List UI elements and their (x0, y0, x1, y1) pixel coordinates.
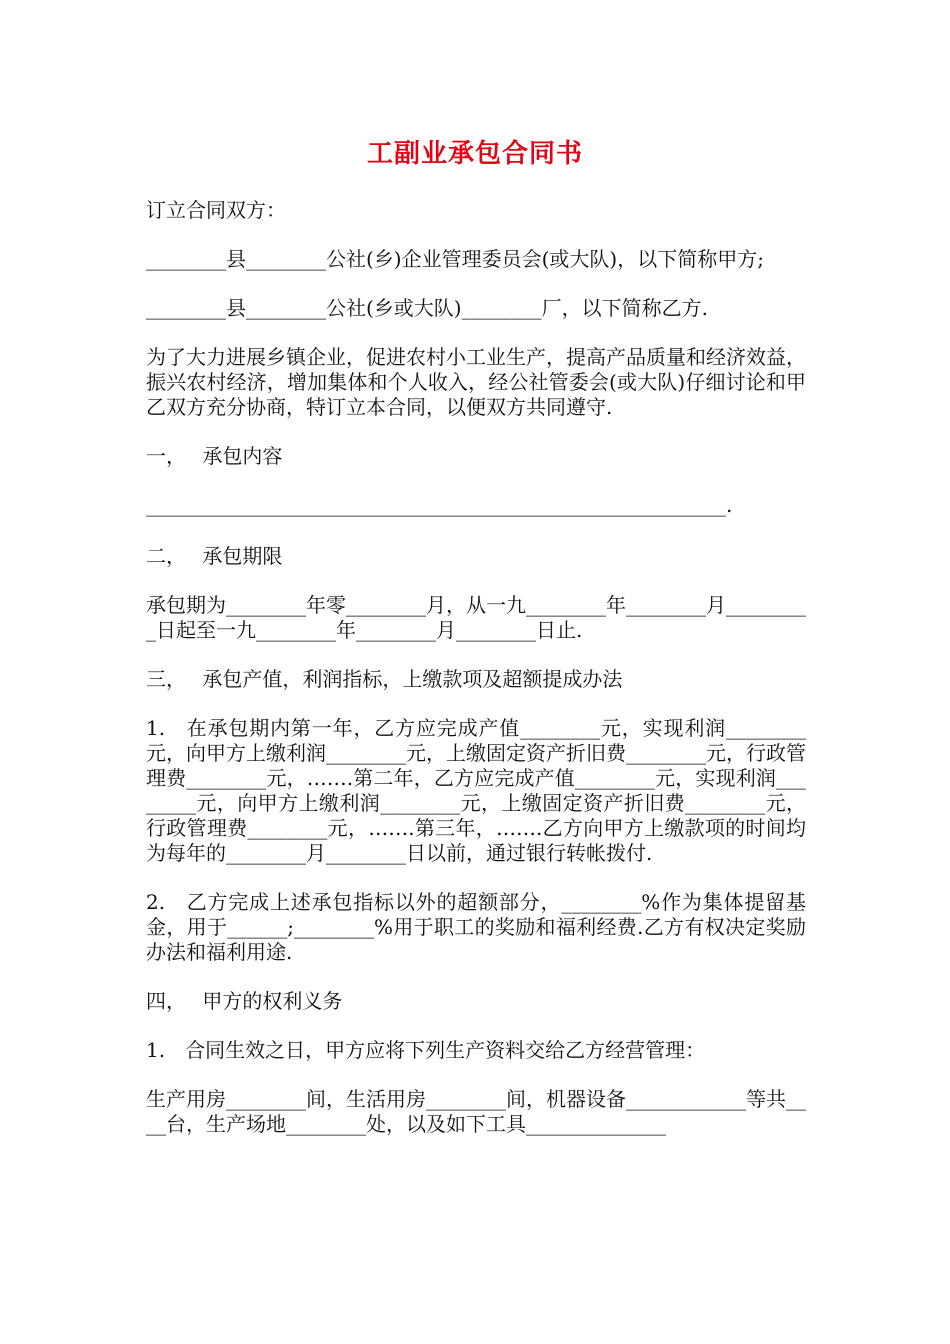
document-title: 工副业承包合同书 (366, 139, 583, 169)
blank-fill-line: __________________________________________________________. (146, 493, 733, 517)
paragraph-targets-2: 2. 乙方完成上述承包指标以外的超额部分，________%作为集体提留基金，用于______;________%用于职工的奖励和福利经费.乙方有权决定奖励办法和福利用途. (146, 890, 806, 964)
paragraph-term: 承包期为________年零________月，从一九________年________月_________日起至一九________年________月________日止. (146, 593, 806, 642)
paragraph-production-materials: 生产用房________间，生活用房________间，机器设备____________等共____台，生产场地________处，以及如下工具______________ (146, 1087, 806, 1136)
paragraph-party-a-rights-1: 1. 合同生效之日，甲方应将下列生产资料交给乙方经营管理： (146, 1038, 706, 1062)
paragraph-parties-intro: 订立合同双方： (146, 198, 286, 222)
section-heading-content: 一， 承包内容 (146, 444, 283, 468)
paragraph-party-b: ________县________公社(乡或大队)________厂，以下简称乙方. (146, 296, 708, 320)
document-body (146, 198, 806, 1161)
section-heading-term: 二， 承包期限 (146, 544, 283, 568)
section-heading-targets: 三， 承包产值，利润指标，上缴款项及超额提成办法 (146, 667, 623, 691)
section-heading-party-a-rights: 四， 甲方的权利义务 (146, 989, 343, 1013)
paragraph-purpose: 为了大力进展乡镇企业，促进农村小工业生产，提高产品质量和经济效益，振兴农村经济，增加集体和个人收入，经公社管委会(或大队)仔细讨论和甲乙双方充分协商，特订立本合同，以便双方共同遵守. (146, 345, 806, 419)
paragraph-targets-1: 1. 在承包期内第一年，乙方应完成产值________元，实现利润________元，向甲方上缴利润________元，上缴固定资产折旧费________元，行政管理费________元，…….第二年，乙方应完成产值________元，实现利润________元，向甲方上缴利润________元，上缴固定资产折旧费________元，行政管理费________元，…….第三年，…….乙方向甲方上缴款项的时间均为每年的________月________日以前，通过银行转帐拨付. (146, 716, 806, 865)
paragraph-party-a: ________县________公社(乡)企业管理委员会(或大队)，以下简称甲方; (146, 247, 764, 271)
